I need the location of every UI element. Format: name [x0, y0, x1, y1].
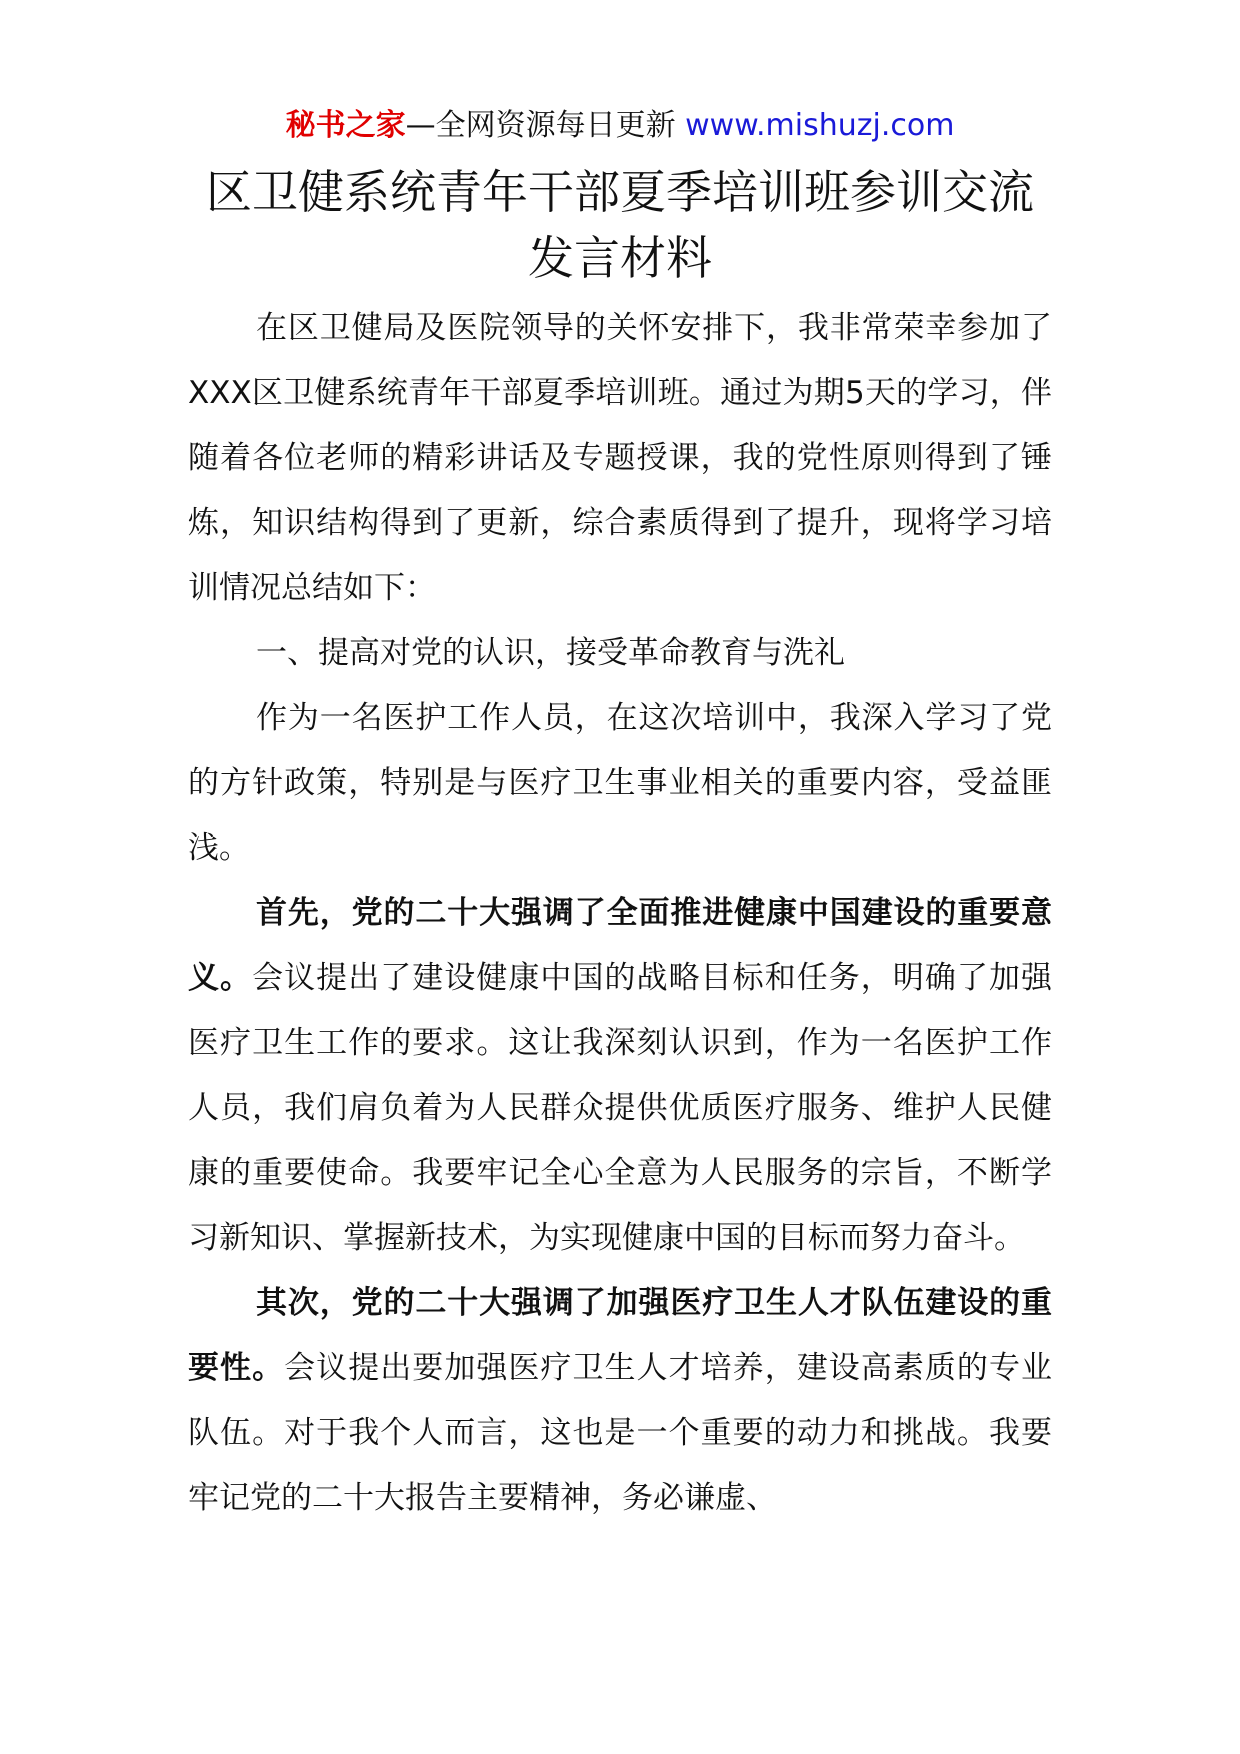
document-body — [188, 296, 1052, 1531]
point-2-body: 会议提出要加强医疗卫生人才培养，建设高素质的专业队伍。对于我个人而言，这也是一个重要的动力和挑战。我要牢记党的二十大报告主要精神，务必谦虚、 — [188, 1350, 1053, 1516]
point-1-body: 会议提出了建设健康中国的战略目标和任务，明确了加强医疗卫生工作的要求。这让我深刻认识到，作为一名医护工作人员，我们肩负着为人民群众提供优质医疗服务、维护人民健康的重要使命。我要牢记全心全意为人民服务的宗旨，不断学习新知识、掌握新技术，为实现健康中国的目标而努力奋斗。 — [188, 960, 1052, 1256]
point-1-paragraph — [188, 881, 1052, 1271]
intro-paragraph: 在区卫健局及医院领导的关怀安排下，我非常荣幸参加了XXX区卫健系统青年干部夏季培训班。通过为期5天的学习，伴随着各位老师的精彩讲话及专题授课，我的党性原则得到了锤炼，知识结构得到了更新，综合素质得到了提升，现将学习培训情况总结如下： — [188, 310, 1052, 606]
section-1-paragraph: 作为一名医护工作人员，在这次培训中，我深入学习了党的方针政策，特别是与医疗卫生事业相关的重要内容，受益匪浅。 — [188, 700, 1052, 866]
section-1-heading: 一、提高对党的认识，接受革命教育与洗礼 — [256, 635, 845, 671]
point-2-paragraph — [188, 1271, 1052, 1531]
banner-slogan: —全网资源每日更新 — [405, 108, 686, 143]
point-1-lead: 首先，党的二十大强调了全面推进健康中国建设的重要意义。 — [188, 895, 1052, 996]
site-banner — [0, 104, 1240, 148]
document-title-line-1: 区卫健系统青年干部夏季培训班参训交流 — [206, 165, 1034, 219]
document-title-line-2: 发言材料 — [528, 231, 712, 285]
site-url-link[interactable]: www.mishuzj.com — [685, 108, 955, 143]
brand-name: 秘书之家 — [285, 108, 406, 143]
point-2-lead: 其次，党的二十大强调了加强医疗卫生人才队伍建设的重要性。 — [188, 1285, 1052, 1386]
